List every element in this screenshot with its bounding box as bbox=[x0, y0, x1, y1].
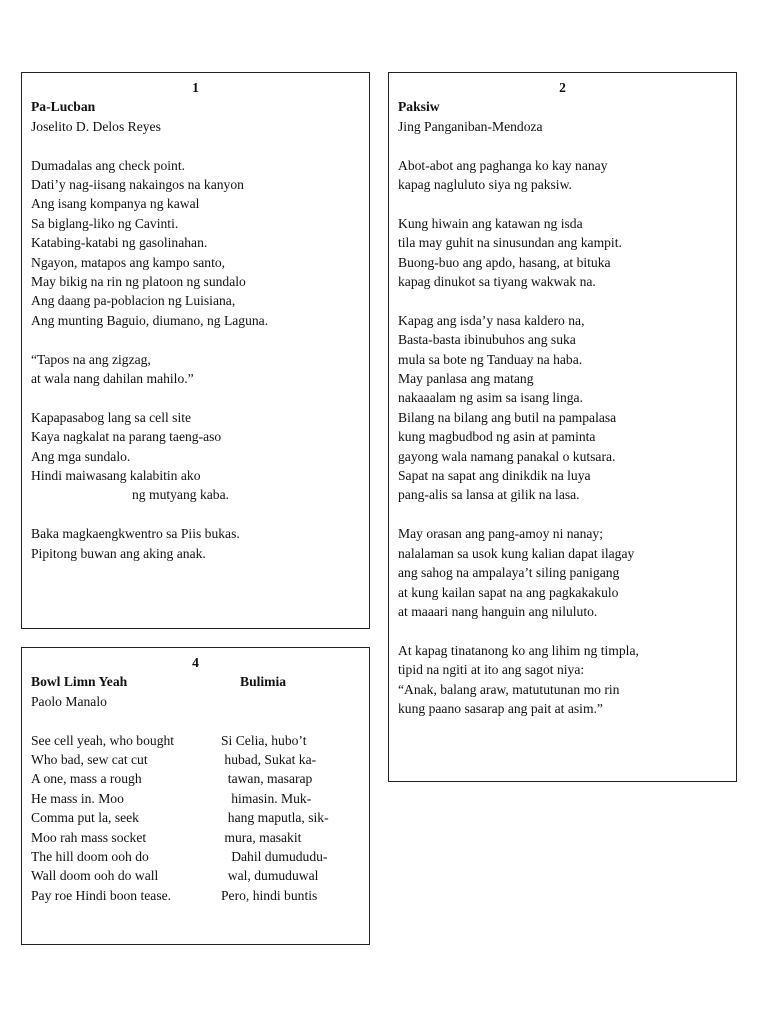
poem-number: 2 bbox=[559, 80, 566, 95]
poem-line: Kapapasabog lang sa cell site bbox=[31, 409, 192, 425]
poem-author: Joselito D. Delos Reyes bbox=[31, 118, 161, 134]
poem-line: Ang munting Baguio, diumano, ng Laguna. bbox=[31, 312, 269, 328]
poem-line: Kung hiwain ang katawan ng isda bbox=[398, 215, 583, 231]
stanza bbox=[398, 641, 727, 719]
poem-line-left: Pay roe Hindi boon tease. bbox=[31, 887, 172, 903]
poem-line: Ang isang kompanya ng kawal bbox=[31, 196, 200, 212]
poem-line-left: Comma put la, seek bbox=[31, 810, 139, 826]
poem-line: kapag nagluluto siya ng paksiw. bbox=[398, 177, 572, 193]
poem-line: Ang daang pa-poblacion ng Luisiana, bbox=[31, 293, 236, 309]
poem-line: Basta-basta ibinubuhos ang suka bbox=[398, 332, 576, 348]
poem-line: nakaaalam ng asim sa isang linga. bbox=[398, 390, 583, 406]
poem-line: Abot-abot ang paghanga ko kay nanay bbox=[398, 157, 608, 173]
poem-line: At kapag tinatanong ko ang lihim ng timpla, bbox=[398, 642, 639, 658]
poem-line-pair bbox=[31, 866, 360, 885]
poem-line: Bilang na bilang ang butil na pampalasa bbox=[398, 409, 617, 425]
poem-line-pair bbox=[31, 847, 360, 866]
poem-line: Ngayon, matapos ang kampo santo, bbox=[31, 254, 226, 270]
poem-line: Pipitong buwan ang aking anak. bbox=[31, 545, 206, 561]
poem-line: gayong wala namang panakal o kutsara. bbox=[398, 448, 616, 464]
poem-line: mula sa bote ng Tanduay na haba. bbox=[398, 351, 583, 367]
poem-number: 4 bbox=[192, 655, 199, 670]
poem-line-right: mura, masakit bbox=[221, 829, 302, 845]
poem-line: May panlasa ang matang bbox=[398, 371, 534, 387]
poem-line: Ang mga sundalo. bbox=[31, 448, 131, 464]
poem-title-left: Bowl Limn Yeah bbox=[31, 674, 128, 690]
stanza bbox=[398, 214, 727, 292]
poem-line-left: The hill doom ooh do bbox=[31, 849, 149, 865]
stanza-two-column bbox=[31, 731, 360, 906]
poem-line: Hindi maiwasang kalabitin ako bbox=[31, 468, 201, 484]
poem-line: at wala nang dahilan mahilo.” bbox=[31, 371, 194, 387]
poem-line-right: Dahil dumududu- bbox=[221, 849, 328, 865]
poem-line: at maaari nang hanguin ang niluluto. bbox=[398, 603, 598, 619]
poem-line: Katabing-katabi ng gasolinahan. bbox=[31, 235, 208, 251]
poem-line-right: tawan, masarap bbox=[221, 771, 313, 787]
poem-line: May orasan ang pang-amoy ni nanay; bbox=[398, 526, 603, 542]
poem-line: kung magbudbod ng asin at paminta bbox=[398, 429, 596, 445]
poem-line-right: Pero, hindi buntis bbox=[221, 887, 318, 903]
poem-line-right: wal, dumuduwal bbox=[221, 868, 319, 884]
stanza bbox=[31, 156, 360, 331]
poem-line-pair bbox=[31, 750, 360, 769]
poem-line: ang sahog na ampalaya’t siling panigang bbox=[398, 565, 620, 581]
poem-line: at kung kailan sapat na ang pagkakakulo bbox=[398, 584, 619, 600]
stanza bbox=[31, 524, 360, 563]
poem-line-left: He mass in. Moo bbox=[31, 790, 124, 806]
poem-title: Paksiw bbox=[398, 99, 440, 115]
stanza bbox=[31, 350, 360, 389]
poem-line: Dati’y nag-iisang nakaingos na kanyon bbox=[31, 177, 244, 193]
poem-line: nalalaman sa usok kung kalian dapat ilagay bbox=[398, 545, 635, 561]
poem-line: “Tapos na ang zigzag, bbox=[31, 351, 151, 367]
poem-line-right: himasin. Muk- bbox=[221, 790, 312, 806]
poem-line-left: See cell yeah, who bought bbox=[31, 732, 175, 748]
poem-line-right: Si Celia, hubo’t bbox=[221, 732, 307, 748]
poem-number: 1 bbox=[192, 80, 199, 95]
poem-line: kapag dinukot sa tiyang wakwak na. bbox=[398, 274, 596, 290]
stanza bbox=[398, 156, 727, 195]
poem-box-2 bbox=[388, 72, 737, 782]
poem-line-right: hubad, Sukat ka- bbox=[221, 752, 317, 768]
poem-line: Sapat na sapat ang dinikdik na luya bbox=[398, 468, 591, 484]
poem-line-right: hang maputla, sik- bbox=[221, 810, 329, 826]
poem-line: kung paano sasarap ang pait at asim.” bbox=[398, 700, 603, 716]
poem-author: Jing Panganiban-Mendoza bbox=[398, 118, 543, 134]
poem-line: tila may guhit na sinusundan ang kampit. bbox=[398, 235, 622, 251]
poem-line: pang-alis sa lansa at gilik na lasa. bbox=[398, 487, 580, 503]
poem-line-pair bbox=[31, 731, 360, 750]
poem-line: Baka magkaengkwentro sa Piis bukas. bbox=[31, 526, 240, 542]
stanza bbox=[31, 408, 360, 505]
poem-line: Kaya nagkalat na parang taeng-aso bbox=[31, 429, 222, 445]
poem-line-left: Moo rah mass socket bbox=[31, 829, 147, 845]
poem-title: Pa-Lucban bbox=[31, 99, 96, 115]
poem-line-pair bbox=[31, 828, 360, 847]
poem-line-pair bbox=[31, 886, 360, 905]
poem-line: Buong-buo ang apdo, hasang, at bituka bbox=[398, 254, 611, 270]
stanza bbox=[398, 311, 727, 505]
poem-box-1 bbox=[21, 72, 370, 629]
stanza bbox=[398, 524, 727, 621]
poem-line-indented: ng mutyang kaba. bbox=[132, 487, 230, 503]
poem-line-left: Who bad, sew cat cut bbox=[31, 752, 148, 768]
poem-line: May bikig na rin ng platoon ng sundalo bbox=[31, 274, 246, 290]
poem-line: tipid na ngiti at ito ang sagot niya: bbox=[398, 662, 585, 678]
poem-line: Sa biglang-liko ng Cavinti. bbox=[31, 215, 179, 231]
poem-line-pair bbox=[31, 769, 360, 788]
poem-title-row bbox=[31, 672, 360, 691]
poem-box-4 bbox=[21, 647, 370, 945]
poem-line-left: A one, mass a rough bbox=[31, 771, 142, 787]
poem-author: Paolo Manalo bbox=[31, 693, 107, 709]
poem-line: Dumadalas ang check point. bbox=[31, 157, 186, 173]
poem-line-pair bbox=[31, 789, 360, 808]
poem-line: “Anak, balang araw, matututunan mo rin bbox=[398, 681, 620, 697]
poem-title-right: Bulimia bbox=[240, 674, 287, 690]
poem-line-pair bbox=[31, 808, 360, 827]
poem-line-left: Wall doom ooh do wall bbox=[31, 868, 159, 884]
poem-line: Kapag ang isda’y nasa kaldero na, bbox=[398, 312, 585, 328]
